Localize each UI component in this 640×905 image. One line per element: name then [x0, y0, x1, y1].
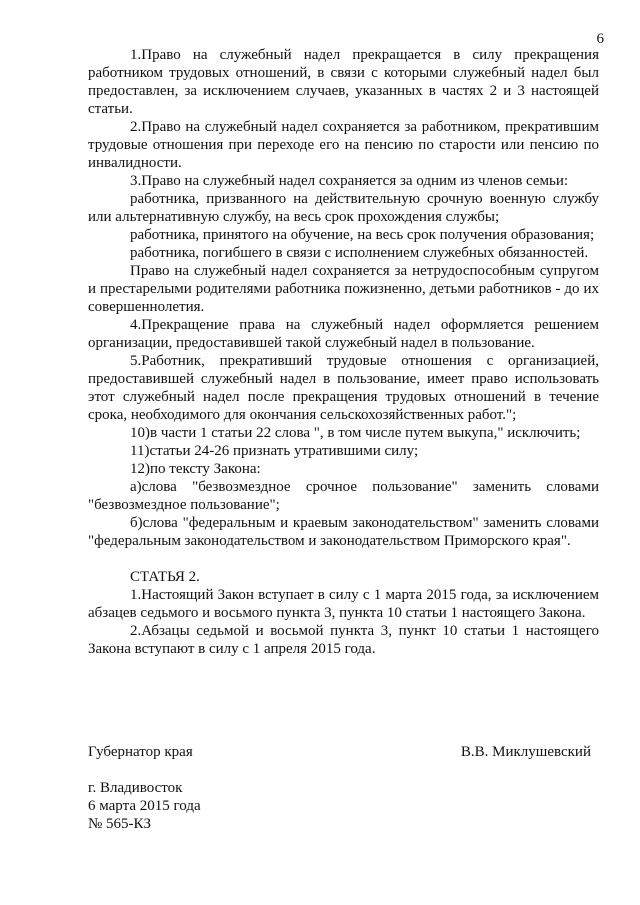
paragraph-3-item-3: работника, погибшего в связи с исполнением служебных обязанностей. [130, 245, 589, 261]
amendment-11: 11)статьи 24-26 признать утратившими силу; [130, 443, 419, 459]
paragraph-3-item-1: работника, призванного на действительную срочную военную службу или альтернативную службу, на весь срок прохождения службы; [88, 191, 599, 225]
signature-block [88, 743, 599, 761]
article-2-paragraph-1: 1.Настоящий Закон вступает в силу с 1 марта 2015 года, за исключением абзацев седьмого и восьмого пункта 3, пункта 10 статьи 1 настоящего Закона. [88, 587, 599, 621]
paragraph-5: 5.Работник, прекративший трудовые отношения с организацией, предоставившей служебный надел в пользование, имеет право использовать этот служебный надел после прекращения трудовых отношений в течение срока, необходимого для окончания сельскохозяйственных работ."; [88, 353, 599, 423]
paragraph-3-item-2: работника, принятого на обучение, на весь срок получения образования; [130, 227, 595, 243]
article-2-heading: СТАТЬЯ 2. [130, 569, 200, 585]
paragraph-4: 4.Прекращение права на служебный надел оформляется решением организации, предоставившей такой служебный надел в пользование. [88, 317, 599, 351]
article-2-paragraph-2: 2.Абзацы седьмой и восьмой пункта 3, пункт 10 статьи 1 настоящего Закона вступают в силу с 1 апреля 2015 года. [88, 623, 599, 657]
paragraph-3-extra: Право на служебный надел сохраняется за нетрудоспособным супругом и престарелыми родителями работника пожизненно, детьми работников - до их совершеннолетия. [88, 263, 599, 315]
paragraph-1: 1.Право на служебный надел прекращается в силу прекращения работником трудовых отношений, в связи с которыми служебный надел был предоставлен, за исключением случаев, указанных в частях 2 и 3 настоящей статьи. [88, 47, 599, 117]
amendment-12-b: б)слова "федеральным и краевым законодательством" заменить словами "федеральным законодательством и законодательством Приморского края". [88, 515, 599, 549]
paragraph-3: 3.Право на служебный надел сохраняется за одним из членов семьи: [130, 173, 569, 189]
signature-title: Губернатор края [88, 744, 193, 760]
footer-city: г. Владивосток [88, 780, 183, 796]
amendment-10: 10)в части 1 статьи 22 слова ", в том числе путем выкупа," исключить; [130, 425, 581, 441]
amendment-12-a: а)слова "безвозмездное срочное пользование" заменить словами "безвозмездное пользование"; [88, 479, 599, 513]
footer-date: 6 марта 2015 года [88, 798, 201, 814]
document-body [88, 46, 599, 658]
paragraph-2: 2.Право на служебный надел сохраняется за работником, прекратившим трудовые отношения при переходе его на пенсию по старости или пенсию по инвалидности. [88, 119, 599, 171]
document-footer [88, 779, 201, 833]
page-number: 6 [596, 31, 604, 47]
amendment-12: 12)по тексту Закона: [130, 461, 261, 477]
signature-name: В.В. Миклушевский [460, 744, 591, 760]
footer-number: № 565-КЗ [88, 816, 152, 832]
